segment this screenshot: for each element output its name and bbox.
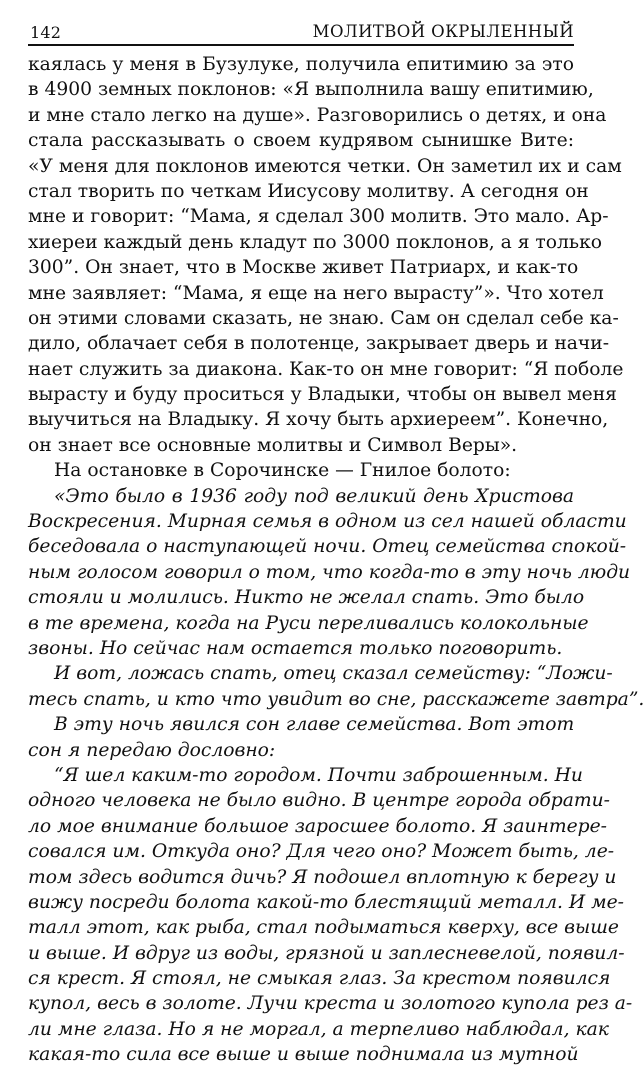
- text-line: ным голосом говорил о том, что когда-то в эту ночь люди: [28, 561, 631, 583]
- text-line: сон я передаю дословно:: [28, 739, 276, 761]
- text-line: том здесь водится дичь? Я подошел вплотную к берегу и: [28, 866, 617, 888]
- text-line: И вот, ложась спать, отец сказал семейству: “Ложи-: [54, 663, 613, 685]
- text-line: в те времена, когда на Руси переливались колокольные: [28, 612, 589, 634]
- text-line: тесь спать, и кто что увидит во сне, расскажете завтра”.: [28, 688, 644, 710]
- body-text: [28, 52, 644, 1068]
- text-line: вырасту и буду проситься у Владыки, чтобы он вывел меня: [28, 384, 617, 406]
- text-line: каялась у меня в Бузулуке, получила епитимию за это: [28, 54, 574, 75]
- text-line: В эту ночь явился сон главе семейства. Вот этот: [54, 714, 575, 736]
- text-line: «Это было в 1936 году под великий день Христова: [54, 485, 574, 507]
- text-line: и выше. И вдруг из воды, грязной и заплесневелой, появил-: [28, 942, 625, 964]
- text-line: “Я шел каким-то городом. Почти заброшенным. Ни: [54, 764, 583, 786]
- page-header: [28, 20, 574, 46]
- page-number: 142: [30, 23, 62, 42]
- text-line: беседовала о наступающей ночи. Отец семейства спокой-: [28, 536, 627, 558]
- text-line: звоны. Но сейчас нам остается только поговорить.: [28, 637, 563, 659]
- text-line: стала рассказывать о своем кудрявом сынишке Вите:: [28, 130, 574, 152]
- text-line: он знает все основные молитвы и Символ Веры».: [28, 434, 518, 456]
- book-page: [28, 0, 644, 1066]
- text-line: дило, облачает себя в полотенце, закрывает дверь и начи-: [28, 333, 610, 355]
- text-line: мне и говорит: “Мама, я сделал 300 молитв. Это мало. Ар-: [28, 206, 609, 228]
- text-line: он этими словами сказать, не знаю. Сам он сделал себе ка-: [28, 307, 619, 329]
- text-line: нает служить за диакона. Как-то он мне говорит: “Я поболе: [28, 358, 624, 380]
- text-line: в 4900 земных поклонов: «Я выполнила вашу епитимию,: [28, 79, 594, 101]
- text-line: выучиться на Владыку. Я хочу быть архиереем”. Конечно,: [28, 409, 609, 431]
- text-line: На остановке в Сорочинске — Гнилое болото:: [54, 460, 511, 482]
- text-line: Воскресения. Мирная семья в одном из сел нашей области: [28, 511, 627, 533]
- text-line: купол, весь в золоте. Лучи креста и золотого купола рез а-: [28, 993, 633, 1015]
- text-line: талл этот, как рыба, стал подыматься кверху, все выше: [28, 917, 619, 939]
- text-line: ся крест. Я стоял, не смыкая глаз. За крестом появился: [28, 968, 611, 990]
- text-line: и мне стало легко на душе». Разговорились о детях, и она: [28, 104, 607, 126]
- text-line: какая-то сила все выше и выше поднимала из мутной: [28, 1044, 579, 1066]
- text-line: вижу посреди болота какой-то блестящий металл. И ме-: [28, 891, 624, 913]
- running-title: МОЛИТВОЙ ОКРЫЛЕННЫЙ: [312, 22, 574, 41]
- text-line: стояли и молились. Никто не желал спать. Это было: [28, 587, 585, 609]
- text-line: одного человека не было видно. В центре города обрати-: [28, 790, 610, 812]
- text-line: мне заявляет: “Мама, я еще на него вырасту”». Что хотел: [28, 282, 604, 304]
- text-line: хиереи каждый день кладут по 3000 поклонов, а я только: [28, 231, 603, 253]
- text-line: 300”. Он знает, что в Москве живет Патриарх, и как-то: [28, 257, 579, 279]
- text-line: ло мое внимание большое заросшее болото. Я заинтере-: [28, 815, 607, 837]
- text-line: совался им. Откуда оно? Для чего оно? Может быть, ле-: [28, 841, 615, 863]
- text-line: стал творить по четкам Иисусову молитву. А сегодня он: [28, 180, 589, 202]
- text-line: «У меня для поклонов имеются четки. Он заметил их и сам: [28, 155, 622, 177]
- text-line: ли мне глаза. Но я не моргал, а терпеливо наблюдал, как: [28, 1018, 609, 1040]
